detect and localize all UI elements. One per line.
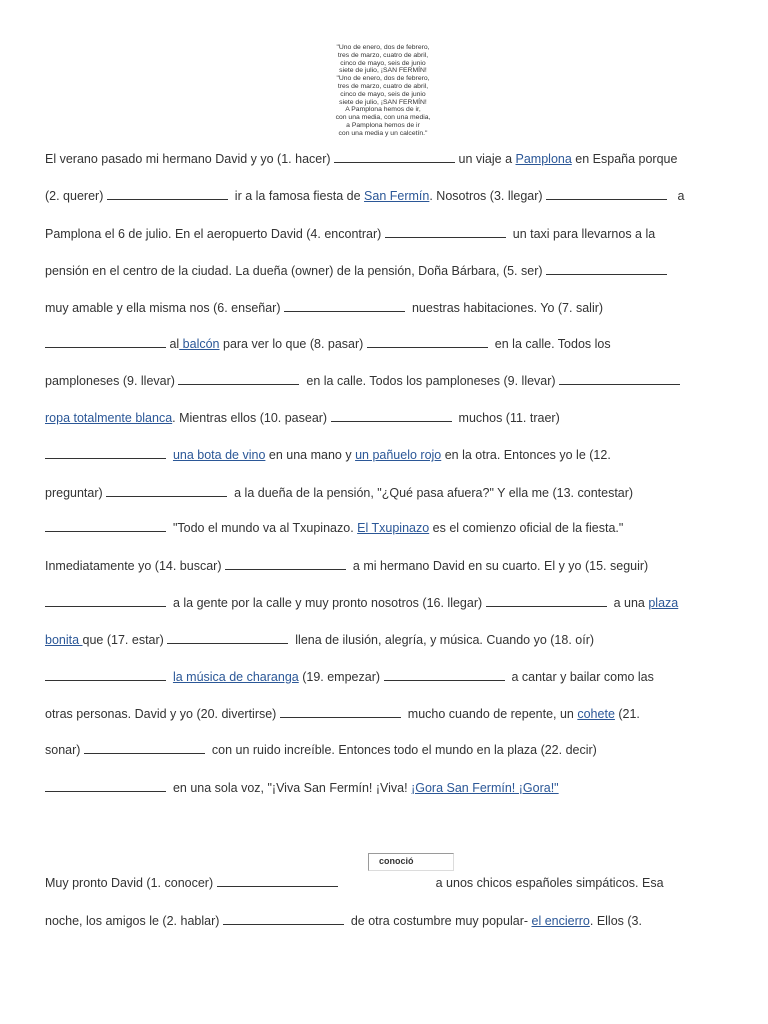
text-line: [45, 706, 735, 722]
text: en una mano y: [265, 448, 356, 462]
blank-field[interactable]: [284, 301, 405, 312]
text: Muy pronto David (1. conocer): [45, 876, 214, 890]
text-line: [45, 669, 735, 685]
poem-line: con una media, con una media,: [335, 114, 431, 122]
text-line: [45, 875, 735, 891]
link-ropa-blanca[interactable]: ropa totalmente blanca: [45, 411, 173, 425]
text: es el comienzo oficial de la fiesta.": [429, 521, 624, 535]
poem-line: tres de marzo, cuatro de abril,: [337, 82, 429, 90]
poem-line: a Pamplona hemos de ir: [346, 121, 420, 129]
text: que (17. estar): [82, 633, 164, 647]
blank-field[interactable]: [106, 486, 227, 497]
text: en la otra. Entonces yo le (12.: [441, 448, 611, 462]
blank-field[interactable]: [217, 876, 338, 887]
text: a unos chicos españoles simpáticos. Esa: [435, 876, 664, 890]
text: pensión en el centro de la ciudad. La dueña (owner) de la pensión, Doña Bárbara, (5. ser): [45, 264, 543, 278]
text-line: [45, 410, 735, 426]
answer-input-box[interactable]: conoció: [368, 853, 454, 871]
text: un viaje a: [455, 152, 516, 166]
text-line: [45, 373, 735, 389]
poem-line: tres de marzo, cuatro de abril,: [337, 51, 429, 59]
text: en la calle. Todos los pamploneses (9. llevar): [302, 374, 556, 388]
blank-field[interactable]: [334, 152, 455, 163]
text: un taxi para llevarnos a la: [509, 227, 656, 241]
text-line: [45, 742, 735, 758]
text: mucho cuando de repente, un: [404, 707, 578, 721]
blank-field[interactable]: [559, 374, 680, 385]
blank-field[interactable]: [45, 781, 166, 792]
text: (19. empezar): [298, 670, 381, 684]
text: Inmediatamente yo (14. buscar): [45, 559, 222, 573]
link-plaza-bonita[interactable]: plaza: [648, 596, 679, 610]
text: a mi hermano David en su cuarto. El y yo (15. seguir): [349, 559, 649, 573]
blank-field[interactable]: [486, 596, 607, 607]
blank-field[interactable]: [178, 374, 299, 385]
link-musica-charanga[interactable]: la música de charanga: [172, 670, 299, 684]
text: noche, los amigos le (2. hablar): [45, 914, 220, 928]
text-line: [45, 913, 735, 929]
text: al: [166, 337, 180, 351]
text: ir a la famosa fiesta de: [231, 189, 365, 203]
text: a la dueña de la pensión, "¿Qué pasa afuera?" Y ella me (13. contestar): [230, 486, 634, 500]
text: de otra costumbre muy popular-: [347, 914, 532, 928]
poem-line: siete de julio, ¡SAN FERMÍN!: [339, 67, 427, 75]
text-line: [45, 520, 735, 536]
text: . Nosotros (3. llegar): [429, 189, 543, 203]
text: llena de ilusión, alegría, y música. Cuando yo (18. oír): [291, 633, 595, 647]
text-line: [45, 188, 735, 204]
blank-field[interactable]: [84, 743, 205, 754]
text-line: [45, 485, 735, 501]
blank-field[interactable]: [280, 707, 401, 718]
link-plaza-bonita[interactable]: bonita: [45, 633, 83, 647]
text: nuestras habitaciones. Yo (7. salir): [408, 301, 604, 315]
poem-line: cinco de mayo, seis de junio: [340, 59, 426, 67]
blank-field[interactable]: [331, 411, 452, 422]
text: con un ruido increíble. Entonces todo el mundo en la plaza (22. decir): [208, 743, 597, 757]
text: a: [674, 189, 685, 203]
text-line: [45, 151, 735, 167]
blank-field[interactable]: [546, 264, 667, 275]
text-line: [45, 780, 735, 796]
text-line: [45, 595, 735, 611]
poem-line: "Uno de enero, dos de febrero,: [336, 75, 430, 83]
blank-field[interactable]: [45, 521, 166, 532]
text: en una sola voz, "¡Viva San Fermín! ¡Viva!: [169, 781, 412, 795]
blank-field[interactable]: [167, 633, 288, 644]
blank-field[interactable]: [223, 914, 344, 925]
link-txupinazo[interactable]: El Txupinazo: [357, 521, 430, 535]
link-gora-san-fermin[interactable]: ¡Gora San Fermín! ¡Gora!": [411, 781, 559, 795]
text-line: [45, 300, 735, 316]
text: muy amable y ella misma nos (6. enseñar): [45, 301, 281, 315]
blank-field[interactable]: [45, 670, 166, 681]
text-line: [45, 447, 735, 463]
link-balcon[interactable]: balcón: [179, 337, 220, 351]
poem-line: cinco de mayo, seis de junio: [340, 90, 426, 98]
text-line: [45, 336, 735, 352]
blank-field[interactable]: [384, 670, 505, 681]
poem-line: "Uno de enero, dos de febrero,: [336, 44, 430, 51]
text: muchos (11. traer): [455, 411, 560, 425]
link-pamplona[interactable]: Pamplona: [515, 152, 572, 166]
link-panuelo-rojo[interactable]: un pañuelo rojo: [355, 448, 442, 462]
text-line: [45, 632, 735, 648]
text: . Ellos (3.: [589, 914, 642, 928]
link-el-encierro[interactable]: el encierro: [531, 914, 590, 928]
text: pamploneses (9. llevar): [45, 374, 175, 388]
text: Pamplona el 6 de julio. En el aeropuerto David (4. encontrar): [45, 227, 382, 241]
text-line: [45, 226, 735, 242]
poem-line: siete de julio, ¡SAN FERMÍN!: [339, 98, 427, 106]
poem-line: A Pamplona hemos de ir,: [345, 106, 421, 114]
text: (2. querer): [45, 189, 104, 203]
text: en la calle. Todos los: [491, 337, 611, 351]
text: en España porque: [571, 152, 678, 166]
text: "Todo el mundo va al Txupinazo.: [169, 521, 358, 535]
blank-field[interactable]: [367, 337, 488, 348]
text: a una: [610, 596, 649, 610]
poem-image: [318, 44, 448, 138]
blank-field[interactable]: [45, 337, 166, 348]
text: (21.: [614, 707, 640, 721]
text: preguntar): [45, 486, 103, 500]
text-line: [45, 263, 735, 279]
text: . Mientras ellos (10. pasear): [172, 411, 328, 425]
poem-line: con una media y un calcetín.": [338, 129, 428, 137]
text: para ver lo que (8. pasar): [219, 337, 364, 351]
link-bota-de-vino[interactable]: una bota de vino: [172, 448, 266, 462]
link-san-fermin[interactable]: San Fermín: [364, 189, 430, 203]
blank-field[interactable]: [385, 227, 506, 238]
link-cohete[interactable]: cohete: [577, 707, 615, 721]
text: sonar): [45, 743, 81, 757]
text: El verano pasado mi hermano David y yo (1. hacer): [45, 152, 331, 166]
blank-field[interactable]: [546, 189, 667, 200]
blank-field[interactable]: [45, 596, 166, 607]
blank-field[interactable]: [107, 189, 228, 200]
text: a la gente por la calle y muy pronto nosotros (16. llegar): [169, 596, 483, 610]
blank-field[interactable]: [45, 448, 166, 459]
blank-field[interactable]: [225, 559, 346, 570]
text-line: [45, 558, 735, 574]
text: otras personas. David y yo (20. divertirse): [45, 707, 277, 721]
text: a cantar y bailar como las: [507, 670, 654, 684]
